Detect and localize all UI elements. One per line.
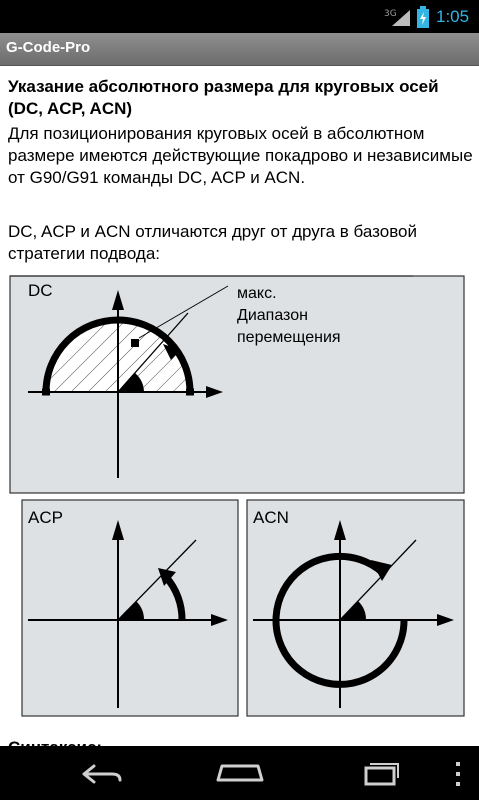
paragraph-2: DC, ACP и ACN отличаются друг от друга в базовой стратегии подвода:	[8, 222, 417, 263]
back-icon[interactable]	[72, 760, 128, 788]
acp-label: ACP	[28, 508, 63, 527]
status-bar	[0, 0, 479, 33]
annotation-line-3: перемещения	[237, 329, 341, 346]
dc-label: DC	[28, 281, 53, 300]
annotation-line-2: Диапазон	[237, 307, 308, 324]
app-title: G-Code-Pro	[6, 39, 91, 56]
action-bar	[0, 33, 479, 66]
recent-apps-icon[interactable]	[356, 760, 404, 788]
dc-panel	[10, 276, 464, 493]
network-type: 3G	[384, 9, 397, 19]
article-content[interactable]	[0, 66, 479, 746]
acn-panel	[247, 500, 464, 716]
annotation-line-1: макс.	[237, 285, 277, 302]
clock: 1:05	[436, 7, 470, 26]
signal-icon	[392, 10, 412, 26]
axes-diagram	[8, 268, 472, 726]
home-icon[interactable]	[212, 760, 268, 788]
acp-panel	[22, 500, 238, 716]
overflow-menu-icon[interactable]	[452, 760, 464, 788]
paragraph-1: Для позиционирования круговых осей в абсолютном размере имеются действующие покадрово и независимые от G90/G91 команды DC, ACP и ACN.	[8, 124, 473, 187]
acn-label: ACN	[253, 508, 289, 527]
article-heading: Указание абсолютного размера для круговых осей (DC, ACP, ACN)	[8, 77, 439, 118]
battery-icon	[416, 6, 430, 28]
navigation-bar	[0, 746, 479, 800]
